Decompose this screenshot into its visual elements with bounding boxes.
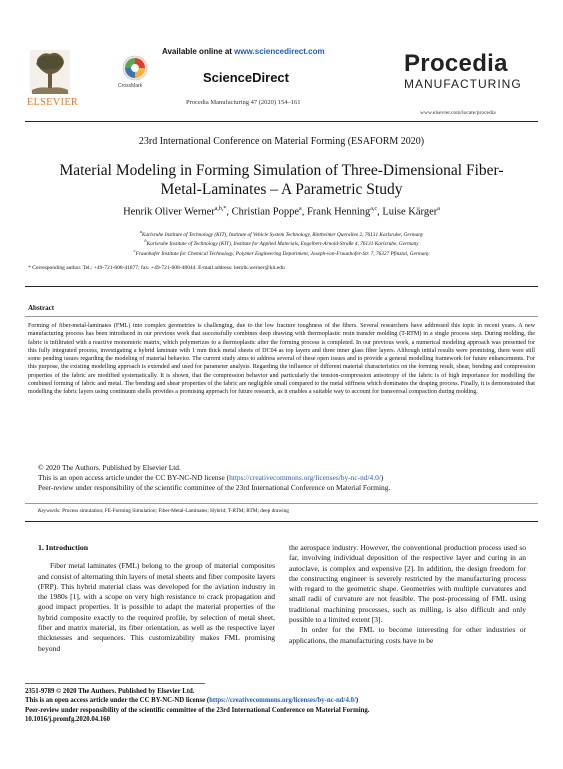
platform-name: ScienceDirect	[203, 70, 289, 85]
footer-doi[interactable]: 10.1016/j.promfg.2020.04.160	[25, 716, 111, 724]
copyright-line: © 2020 The Authors. Published by Elsevier Ltd.	[38, 463, 181, 472]
section-heading: 1. Introduction	[38, 543, 89, 552]
abstract-rule	[25, 316, 538, 317]
journal-logo-top: Procedia	[404, 50, 508, 77]
title-line-1: Material Modeling in Forming Simulation of Three-Dimensional Fiber-	[59, 162, 504, 179]
body-paragraph: Fiber metal laminates (FML) belong to the group of material composites and consist of alternating thin layers of metal sheets and fiber composite layers (FRP). This hybrid material class was developed for the aviation industry in the 1980s [1], with a scope on very high resistance to crack propagation and good impact properties. It is possible to adapt the material properties of the hybrid composite exactly to the required profile, by selection of metal sheet, fiber and matrix material, its fiber orientation, as well as the respective layer thicknesses and sequences. This customizability makes FML promising beyond	[38, 561, 276, 653]
footer-issn: 2351-9789 © 2020 The Authors. Published by Elsevier Ltd.	[25, 688, 195, 695]
body-paragraph: the aerospace industry. However, the conventional production process used so far, involving individual deposition of the respective layer and curing in an autoclave, is complex and expensive [2]. In addition, the design freedom for the constructing engineer is severely restricted by the manufacturing process with regard to the geometric shape. Geometries with multiple curvatures and small radii of curvature are not feasible. The post-processing of FML using traditional machining processes, such as milling, is also difficult and only possible to a limited extent [3].	[289, 543, 526, 625]
keywords-label: Keywords:	[38, 508, 61, 514]
author-sup: a	[299, 206, 302, 212]
sciencedirect-link[interactable]: www.sciencedirect.com	[234, 47, 325, 56]
crossmark-label: CrossMark	[118, 83, 143, 89]
keywords-bottom-rule	[25, 521, 538, 522]
crossmark-icon[interactable]	[122, 55, 148, 81]
corresponding-author: * Corresponding author. Tel.: +49-721-608-41877; fax: +49-721-608-48044. E-mail address: henrik.werner@kit.edu	[28, 265, 285, 271]
affiliation-sup: a	[139, 229, 142, 234]
journal-logo-bottom: MANUFACTURING	[404, 77, 522, 91]
header-divider	[25, 121, 538, 122]
available-prefix: Available online at	[162, 47, 235, 56]
title-line-2: Metal-Laminates – A Parametric Study	[160, 181, 403, 198]
abstract-top-divider	[25, 286, 538, 287]
author-name: Henrik Oliver Werner	[123, 206, 215, 218]
affiliation-text: Karlsruhe Institute of Technology (KIT), Institute of Vehicle System Technology, Rintheimer Querallee 2, 76131 Karlsruhe, Germany	[141, 231, 424, 238]
keywords	[38, 508, 289, 514]
affiliation	[25, 238, 538, 247]
footer-license-suffix: )	[355, 697, 359, 705]
keywords-top-rule	[25, 503, 538, 504]
abstract-text: Forming of fiber-metal-laminates (FML) into complex geometries is challenging, due to the low fracture toughness of the fibers. Several researchers have addressed this topic in recent years. A new manufacturing process has been introduced in our previous work that successfully combines deep drawing with thermoplastic resin transfer molding (T-RTM) in a single process step. During molding, the fabric is infiltrated with a reactive monomeric matrix, which polymerizes to a thermoplastic after the forming process is completed. In our previous work, a numerical modeling approach was presented for this fully integrated process, investigating a hybrid laminate with 1 mm thick metal sheets of DC04 as top layers and three inner glass fiber layers. Although initial results were promising, there were still some pending issues regarding the modeling of material behavior. The current study aims to address several of these open issues and to provide a general modelling framework for future enhancements. For this purpose, the existing modelling approach is extended and used for parameter analysis. Regarding the influence of different material characteristics on the forming result, shear, bending and compression properties of the fabric are modified systematically. It is shown, that the compression behavior and particularly the tension-compression anisotropy of the fabric is of high importance for modelling the combined forming of fabric and metal. The bending and shear properties of the fabric are negligible small compared to the metal stiffness which dominates the draping process. Finally, it is demonstrated that modelling the fabric layers using continuum shells provides a promising approach for future research, as it enables a suitable way to account for transversal compaction during molding.	[28, 323, 535, 396]
footer	[25, 687, 370, 725]
journal-reference: Procedia Manufacturing 47 (2020) 154–161	[186, 99, 301, 106]
conference-name: 23rd International Conference on Material Forming (ESAFORM 2020)	[138, 136, 425, 147]
footer-peer-review: Peer-review under responsibility of the scientific committee of the 23rd International Conference on Material Forming.	[25, 706, 370, 714]
left-column	[38, 543, 275, 654]
keywords-list: Process simulation; FE-Forming Simulation; Fiber-Metal-Laminates; Hybrid; T-RTM; RTM; deep drawing	[60, 508, 289, 514]
affiliation-sup: b	[144, 238, 147, 243]
right-column	[289, 543, 526, 646]
elsevier-tree-logo	[30, 50, 70, 94]
journal-logo	[404, 51, 539, 103]
author-sup: a,b,*	[214, 206, 227, 212]
body-paragraph: In order for the FML to become interesting for other industries or applications, the manufacturing costs have to be	[289, 625, 526, 645]
license-line	[38, 473, 538, 482]
license-suffix: )	[380, 473, 384, 482]
footer-rule	[25, 683, 205, 684]
author-sup: a,c	[370, 206, 378, 212]
license-link[interactable]: https://creativecommons.org/licenses/by-nc-nd/4.0/	[229, 473, 381, 482]
paper-title	[40, 161, 523, 199]
affiliation	[25, 229, 538, 238]
author-name: , Luise Kärger	[377, 206, 438, 218]
footer-license-link[interactable]: https://creativecommons.org/licenses/by-nc-nd/4.0/	[209, 697, 356, 705]
available-online	[162, 47, 325, 56]
peer-review-line: Peer-review under responsibility of the scientific committee of the 23rd International Conference on Material Forming.	[38, 483, 391, 492]
journal-url[interactable]: www.elsevier.com/locate/procedia	[420, 110, 496, 116]
license-prefix: This is an open access article under the CC BY-NC-ND license (	[38, 473, 230, 482]
author-list	[25, 206, 538, 218]
footer-license-prefix: This is an open access article under the CC BY-NC-ND license (	[25, 697, 210, 705]
affiliation	[25, 248, 538, 257]
affiliation-text: Fraunhofer Institute for Chemical Technology, Polymer Engineering Department, Joseph-von-Fraunhofer-Str. 7, 76327 Pfinztal, Germany	[135, 250, 430, 257]
publisher-name: ELSEVIER	[27, 97, 79, 108]
footer-license	[25, 696, 370, 705]
affiliation-text: Karlsruhe Institute of Technology (KIT), Institute for Applied Materials, Engelbert-Arnold-Straße 4, 76131 Karlsruhe, Germany	[146, 240, 419, 247]
author-name: , Christian Poppe	[226, 206, 300, 218]
abstract-heading: Abstract	[28, 304, 55, 312]
author-name: , Frank Henning	[301, 206, 371, 218]
affiliation-sup: c	[133, 248, 136, 253]
author-sup: a	[437, 206, 440, 212]
